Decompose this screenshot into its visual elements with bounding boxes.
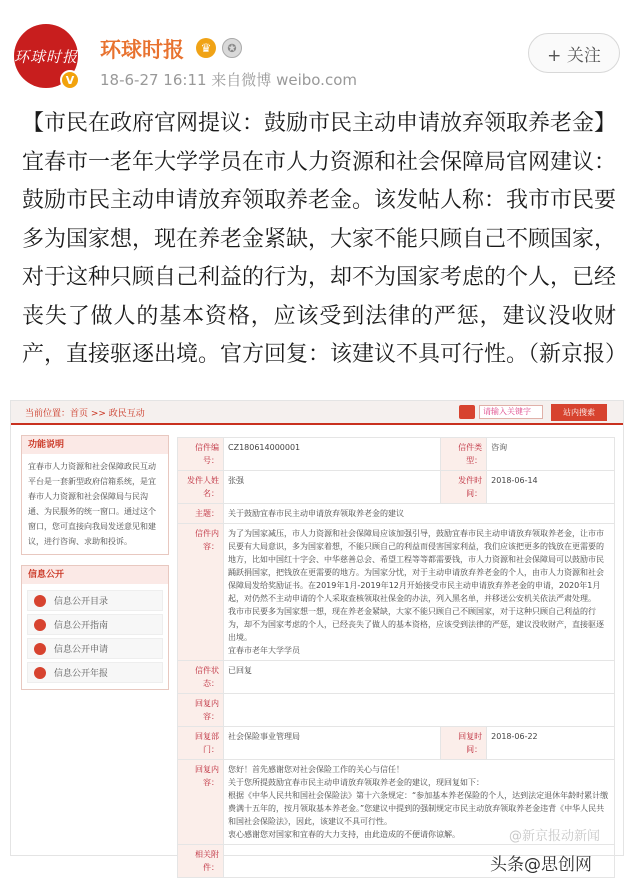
- reply-paragraph: 您好！首先感谢您对社会保险工作的关心与信任！: [228, 765, 404, 774]
- label-letter-no: 信件编号：: [178, 438, 224, 471]
- table-row: [178, 727, 615, 760]
- bullet-icon: [34, 595, 46, 607]
- label-sender: 发件人姓名：: [178, 471, 224, 504]
- info-title: 信息公开: [22, 566, 168, 584]
- label-reply-content: 回复内容：: [178, 760, 224, 845]
- value-letter-no: CZ180614000001: [224, 438, 441, 471]
- bullet-icon: [34, 667, 46, 679]
- func-text: 宜春市人力资源和社会保障政民互动平台是一套新型政府信箱系统，是宜春市人力资源和社会保障局与民沟通、为民服务的统一窗口。通过这个窗口，您可直接向我局发送意见和建议，进行咨询、求助和投诉。: [28, 462, 156, 546]
- content-paragraph: 为了为国家减压，市人力资源和社会保障局应该加强引导，鼓励宜春市民主动申请放弃领取养老金，让市市民要有大局意识，多为国家着想，不能只顾自己的利益而侵害国家利益，我们应该把更多的钱放在更需要的地方，比如中国红十字会、中华慈善总会、希望工程等等都需要钱，市人力资源和社会保障局可以鼓励市民踊跃捐国家，把钱放在更需要的地方。为国家分忧，对于主动申请放弃养老金的个人，由市人力资源和社会保障局发给奖励证书。在2019年1月-2019年12月开始接受市民主动申请放弃养老金的申请，2020年1月起，对仍然不主动申请的个人采取查核领取社保金的办法，列入黑名单，并移送公安机关依法严肃处理。: [228, 529, 604, 603]
- value-reply-time: 2018-06-22: [487, 727, 615, 760]
- watermark: @新京报动新闻: [509, 829, 601, 844]
- letter-detail: [177, 437, 615, 878]
- info-item-catalog[interactable]: [27, 590, 163, 611]
- crown-badge-icon: ♛: [196, 38, 216, 58]
- label-reply-time: 回复时间：: [441, 727, 487, 760]
- post-meta: 18-6-27 16:11 来自微博 weibo.com: [100, 71, 357, 89]
- reply-paragraph: 关于您所提鼓励宜春市民主动申请放弃领取养老金的建议，现回复如下：: [228, 778, 484, 787]
- label-attachment: 相关附件：: [178, 845, 224, 878]
- medal-badge-icon: ✪: [222, 38, 242, 58]
- table-row: [178, 694, 615, 727]
- label-content: 信件内容：: [178, 524, 224, 661]
- info-item-label: 信息公开年报: [54, 669, 109, 679]
- func-box: [21, 435, 169, 555]
- avatar-logo-text: 环球时报: [14, 47, 79, 66]
- verified-icon: V: [60, 70, 80, 90]
- info-item-label: 信息公开目录: [54, 597, 109, 607]
- value-sender: 张强: [224, 471, 441, 504]
- reply-paragraph: 衷心感谢您对国家和宜春的大力支持，由此造成的不便请你谅解。: [228, 830, 460, 839]
- info-box: [21, 565, 169, 690]
- search-input[interactable]: 请输入关键字: [479, 405, 543, 419]
- search-button[interactable]: 站内搜索: [551, 404, 607, 421]
- post-text: 【市民在政府官网提议：鼓励市民主动申请放弃领取养老金】宜春市一老年大学学员在市人力资源和社会保障局官网建议：鼓励市民主动申请放弃领取养老金。该发帖人称：我市市民要多为国家想，现在养老金紧缺，大家不能只顾自己不顾国家，对于这种只顾自己利益的行为，却不为国家考虑的个人，已经丧失了做人的基本资格，应该受到法律的严惩，建议没收财产，直接驱逐出境。官方回复：该建议不具可行性。（新京报）: [22, 111, 628, 367]
- table-row: [178, 661, 615, 694]
- info-item-label: 信息公开指南: [54, 621, 109, 631]
- search-icon: [459, 405, 475, 419]
- content-signature: 宜春市老年大学学员: [228, 646, 300, 655]
- label-send-time: 发件时间：: [441, 471, 487, 504]
- content-paragraph: 我市市民要多为国家想一想，现在养老金紧缺，大家不能只顾自己不顾国家，对于这种只顾自己利益的行为，却不为国家考虑的个人，已经丧失了做人的基本资格，应该受到法律的严惩，建议没收财产，直接驱逐出境。: [228, 607, 604, 642]
- bullet-icon: [34, 643, 46, 655]
- table-row: [178, 471, 615, 504]
- info-item-apply[interactable]: [27, 638, 163, 659]
- value-empty: [224, 694, 615, 727]
- table-row: [178, 524, 615, 661]
- follow-button[interactable]: + 关注: [528, 33, 620, 73]
- account-name[interactable]: 环球时报: [100, 38, 184, 62]
- label-subject: 主题：: [178, 504, 224, 524]
- value-content: [224, 524, 615, 661]
- info-item-guide[interactable]: [27, 614, 163, 635]
- label-reply-content-head: 回复内容：: [178, 694, 224, 727]
- info-item-label: 信息公开申请: [54, 645, 109, 655]
- table-row: [178, 504, 615, 524]
- value-send-time: 2018-06-14: [487, 471, 615, 504]
- table-row: [178, 438, 615, 471]
- reply-paragraph: 根据《中华人民共和国社会保险法》第十六条规定：“参加基本养老保险的个人，达到法定退休年龄时累计缴费满十五年的，按月领取基本养老金。”您建议中提到的强制规定市民主动放弃领取养老金违背《中华人民共和国社会保险法》，因此，该建议不具可行性。: [228, 791, 609, 826]
- label-letter-type: 信件类型：: [441, 438, 487, 471]
- label-reply-dept: 回复部门：: [178, 727, 224, 760]
- value-status: 已回复: [224, 661, 615, 694]
- letter-table: [177, 437, 615, 878]
- footer-watermark: 头条@思创网: [490, 855, 592, 875]
- site-topbar: [11, 401, 623, 425]
- value-subject: 关于鼓励宜春市民主动申请放弃领取养老金的建议: [224, 504, 615, 524]
- sidebar: [21, 435, 169, 690]
- label-status: 信件状态：: [178, 661, 224, 694]
- func-title: 功能说明: [22, 436, 168, 454]
- value-reply-dept: 社会保险事业管理局: [224, 727, 441, 760]
- value-letter-type: 咨询: [487, 438, 615, 471]
- info-item-annual[interactable]: [27, 662, 163, 683]
- post-header: [0, 0, 632, 100]
- bullet-icon: [34, 619, 46, 631]
- breadcrumb[interactable]: 当前位置：首页 >> 政民互动: [25, 409, 145, 419]
